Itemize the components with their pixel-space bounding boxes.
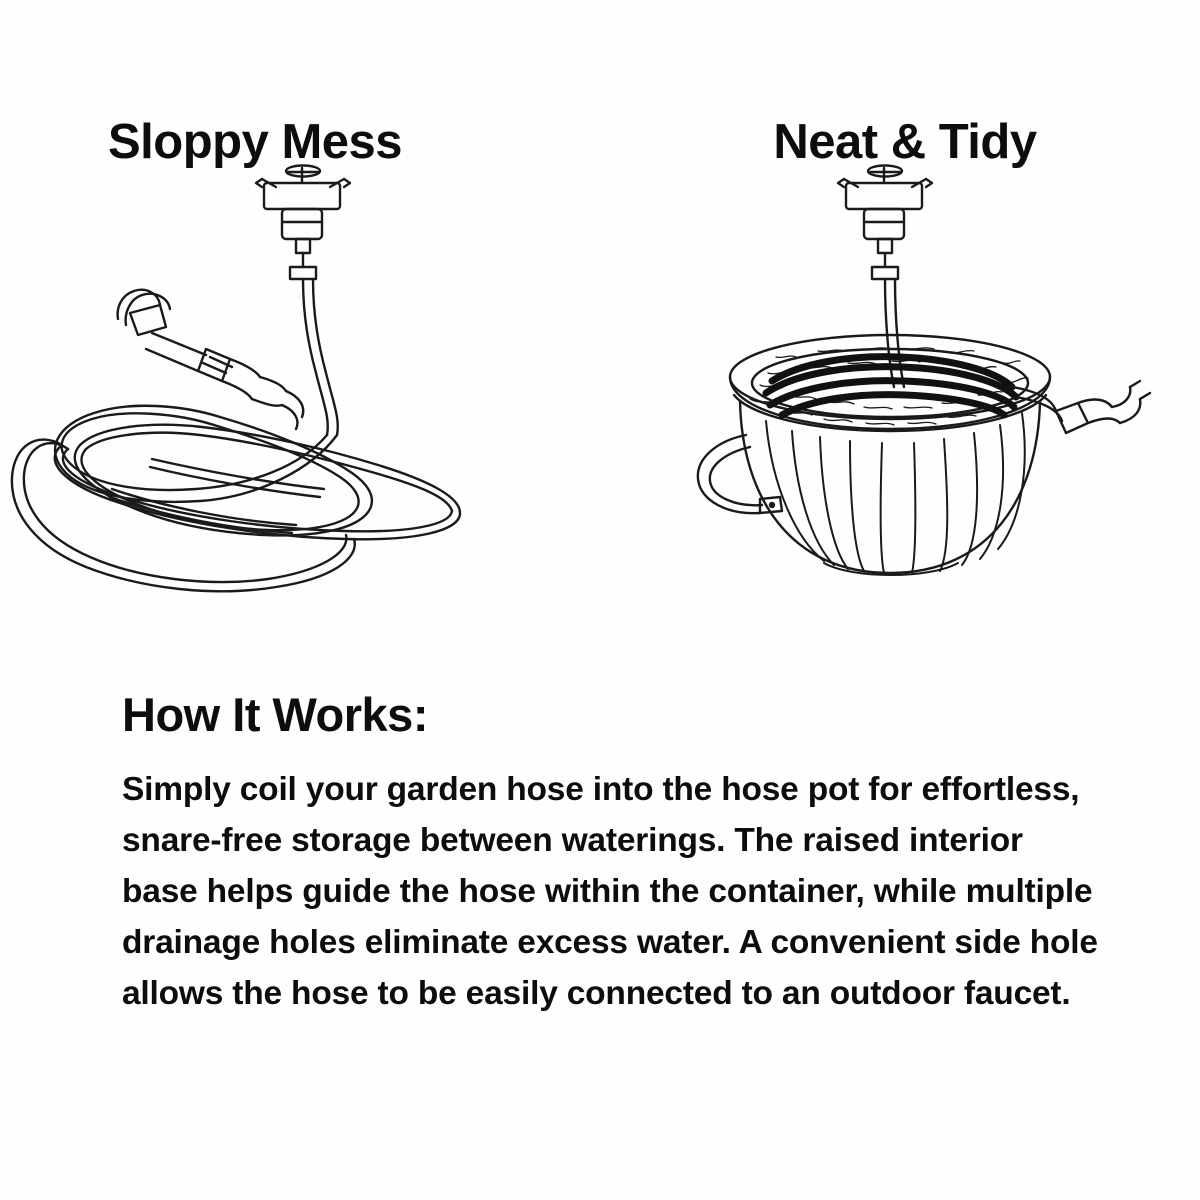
tangled-hose-illustration: [0, 167, 600, 637]
pot-body: [740, 401, 1040, 573]
tangled-hose-svg: [0, 167, 600, 637]
hose-nozzle-icon: [118, 290, 304, 429]
hose-pot-illustration: [600, 167, 1200, 637]
comparison-section: [0, 115, 1200, 678]
how-it-works-heading: How It Works:: [122, 688, 428, 741]
coiled-hose: [766, 357, 1016, 415]
how-it-works-section: [122, 690, 1112, 1020]
hose-coupling-icon: [1056, 381, 1150, 433]
panel-neat-and-tidy: [600, 115, 1200, 678]
spigot-icon: [838, 166, 932, 280]
panel-sloppy-mess: [0, 115, 600, 678]
spigot-icon: [256, 166, 350, 280]
how-it-works-body: Simply coil your garden hose into the hose pot for effortless, snare-free storage between waterings. The raised interior base helps guide the hose within the container, while multiple drainage holes eliminate excess water. A convenient side hole allows the hose to be easily connected to an outdoor faucet.: [122, 771, 1098, 1012]
panel-title-sloppy-mess: Sloppy Mess: [107, 115, 403, 169]
hose-pot-svg: [600, 167, 1200, 637]
panel-title-neat-and-tidy: Neat & Tidy: [773, 115, 1037, 169]
